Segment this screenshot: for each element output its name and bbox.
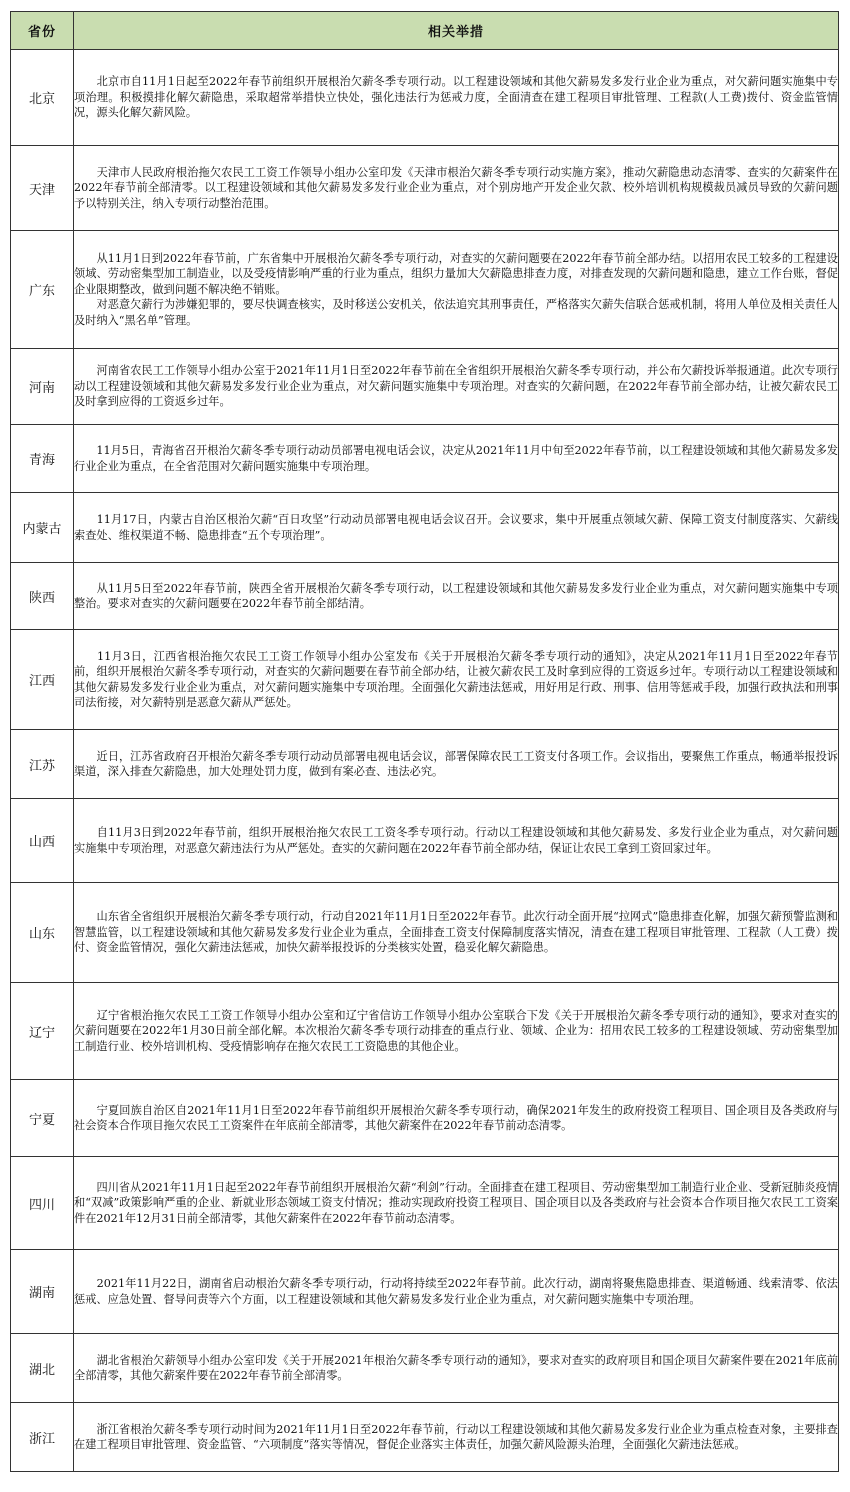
table-row — [11, 146, 839, 231]
measure-text: 2021年11月22日，湖南省启动根治欠薪冬季专项行动，行动将持续至2022年春节前。此次行动，湖南将聚焦隐患排查、渠道畅通、线索清零、依法惩戒、应急处置、督导问责等六个方面，以工程建设领域和其他欠薪易发多发行业企业为重点，对欠薪问题实施集中专项治理。 — [74, 1250, 839, 1334]
table-row — [11, 1403, 839, 1472]
measure-text: 11月5日，青海省召开根治欠薪冬季专项行动动员部署电视电话会议，决定从2021年11月中旬至2022年春节前，以工程建设领域和其他欠薪易发多发行业企业为重点，在全省范围对欠薪问题实施集中专项治理。 — [74, 425, 839, 493]
measure-text: 山东省全省组织开展根治欠薪冬季专项行动，行动自2021年11月1日至2022年春节。此次行动全面开展“拉网式”隐患排查化解，加强欠薪预警监测和智慧监管，以工程建设领域和其他欠薪易发多发行业企业为重点，全面排查工资支付保障制度落实情况，清查在建工程项目审批管理、工程款（人工费）拨付、资金监管情况，强化欠薪违法惩戒，加快欠薪举报投诉的分类核实处置，稳妥化解欠薪隐患。 — [74, 883, 839, 983]
province-cell: 广东 — [11, 231, 74, 349]
measure-text: 河南省农民工工作领导小组办公室于2021年11月1日至2022年春节前在全省组织开展根治欠薪冬季专项行动，并公布欠薪投诉举报通道。此次专项行动以工程建设领域和其他欠薪易发多发行业企业为重点，对欠薪问题实施集中专项治理。对查实的欠薪问题，在2022年春节前全部办结，让被欠薪农民工及时拿到应得的工资返乡过年。 — [74, 349, 839, 425]
province-cell: 江西 — [11, 630, 74, 730]
table-row — [11, 630, 839, 730]
province-cell: 湖南 — [11, 1250, 74, 1334]
table-row — [11, 563, 839, 630]
table-row — [11, 1334, 839, 1403]
measure-text: 宁夏回族自治区自2021年11月1日至2022年春节前组织开展根治欠薪冬季专项行动，确保2021年发生的政府投资工程项目、国企项目及各类政府与社会资本合作项目拖欠农民工工资案件在年底前全部清零，其他欠薪案件在2022年春节前动态清零。 — [74, 1080, 839, 1157]
province-column-header: 省份 — [11, 12, 74, 50]
province-cell: 山西 — [11, 799, 74, 883]
province-cell: 浙江 — [11, 1403, 74, 1472]
province-cell: 辽宁 — [11, 983, 74, 1080]
measure-text: 自11月3日到2022年春节前，组织开展根治拖欠农民工工资冬季专项行动。行动以工程建设领域和其他欠薪易发、多发行业企业为重点，对欠薪问题实施集中专项治理，对恶意欠薪违法行为从严惩处。查实的欠薪问题在2022年春节前全部办结，保证让农民工拿到工资回家过年。 — [74, 799, 839, 883]
table-row — [11, 425, 839, 493]
province-cell: 内蒙古 — [11, 493, 74, 563]
table-row — [11, 1157, 839, 1250]
province-cell: 天津 — [11, 146, 74, 231]
measure-text: 辽宁省根治拖欠农民工工资工作领导小组办公室和辽宁省信访工作领导小组办公室联合下发《关于开展根治欠薪冬季专项行动的通知》，要求对查实的欠薪问题要在2022年1月30日前全部化解。本次根治欠薪冬季专项行动排查的重点行业、领域、企业为：招用农民工较多的工程建设领域、劳动密集型加工制造行业、校外培训机构、受疫情影响存在拖欠农民工工资隐患的其他企业。 — [74, 983, 839, 1080]
table-row — [11, 493, 839, 563]
measure-text: 湖北省根治欠薪领导小组办公室印发《关于开展2021年根治欠薪冬季专项行动的通知》，要求对查实的政府项目和国企项目欠薪案件要在2021年底前全部清零，其他欠薪案件要在2022年春节前全部清零。 — [74, 1334, 839, 1403]
measure-text: 北京市自11月1日起至2022年春节前组织开展根治欠薪冬季专项行动。以工程建设领域和其他欠薪易发多发行业企业为重点，对欠薪问题实施集中专项治理。积极摸排化解欠薪隐患，采取超常举措快立快处，强化违法行为惩戒力度，全面清查在建工程项目审批管理、工程款(人工费)拨付、资金监管情况，源头化解欠薪风险。 — [74, 50, 839, 146]
province-cell: 河南 — [11, 349, 74, 425]
province-cell: 北京 — [11, 50, 74, 146]
measure-text: 浙江省根治欠薪冬季专项行动时间为2021年11月1日至2022年春节前，行动以工程建设领域和其他欠薪易发多发行业企业为重点检查对象，主要排查在建工程项目审批管理、资金监管、“六项制度”落实等情况，督促企业落实主体责任，加强欠薪风险源头治理，全面强化欠薪违法惩戒。 — [74, 1403, 839, 1472]
table-row — [11, 983, 839, 1080]
measure-text: 近日，江苏省政府召开根治欠薪冬季专项行动动员部署电视电话会议，部署保障农民工工资支付各项工作。会议指出，要聚焦工作重点，畅通举报投诉渠道，深入排查欠薪隐患，加大处理处罚力度，做到有案必查、违法必究。 — [74, 730, 839, 799]
measures-table — [10, 11, 839, 1472]
table-row — [11, 349, 839, 425]
province-cell: 陕西 — [11, 563, 74, 630]
province-cell: 青海 — [11, 425, 74, 493]
table-row — [11, 883, 839, 983]
province-cell: 江苏 — [11, 730, 74, 799]
measures-column-header: 相关举措 — [74, 12, 839, 50]
measure-text: 四川省从2021年11月1日起至2022年春节前组织开展根治欠薪“利剑”行动。全面排查在建工程项目、劳动密集型加工制造行业企业、受新冠肺炎疫情和“双减”政策影响严重的企业、新就业形态领域工资支付情况；推动实现政府投资工程项目、国企项目以及各类政府与社会资本合作项目拖欠农民工工资案件在2021年12月31日前全部清零，其他欠薪案件在2022年春节前动态清零。 — [74, 1157, 839, 1250]
table-row — [11, 1250, 839, 1334]
province-cell: 宁夏 — [11, 1080, 74, 1157]
table-header-row — [11, 12, 839, 50]
table-row — [11, 799, 839, 883]
measure-text: 11月17日，内蒙古自治区根治欠薪“百日攻坚”行动动员部署电视电话会议召开。会议要求，集中开展重点领域欠薪、保障工资支付制度落实、欠薪线索查处、维权渠道不畅、隐患排查“五个专项治理”。 — [74, 493, 839, 563]
province-cell: 湖北 — [11, 1334, 74, 1403]
measure-text: 天津市人民政府根治拖欠农民工工资工作领导小组办公室印发《天津市根治欠薪冬季专项行动实施方案》，推动欠薪隐患动态清零、查实的欠薪案件在2022年春节前全部清零。以工程建设领域和其他欠薪易发多发行业企业为重点，对个别房地产开发企业欠款、校外培训机构规模裁员减员导致的欠薪问题予以特别关注，纳入专项行动整治范围。 — [74, 146, 839, 231]
table-row — [11, 730, 839, 799]
province-cell: 四川 — [11, 1157, 74, 1250]
table-row — [11, 231, 839, 349]
measure-text: 从11月1日到2022年春节前，广东省集中开展根治欠薪冬季专项行动，对查实的欠薪问题要在2022年春节前全部办结。以招用农民工较多的工程建设领域、劳动密集型加工制造业，以及受疫情影响严重的行业为重点，组织力量加大欠薪隐患排查力度，对排查发现的欠薪问题和隐患，建立工作台账，督促企业限期整改，做到问题不解决绝不销账。 对恶意欠薪行为涉嫌犯罪的，要尽快调查核实，及时移送公安机关，依法追究其刑事责任，严格落实欠薪失信联合惩戒机制，将用人单位及相关责任人及时纳入“黑名单”管理。 — [74, 231, 839, 349]
province-cell: 山东 — [11, 883, 74, 983]
table-row — [11, 1080, 839, 1157]
table-row — [11, 50, 839, 146]
measure-text: 从11月5日至2022年春节前，陕西全省开展根治欠薪冬季专项行动，以工程建设领域和其他欠薪易发多发行业企业为重点，对欠薪问题实施集中专项整治。要求对查实的欠薪问题要在2022年春节前全部结清。 — [74, 563, 839, 630]
measure-text: 11月3日，江西省根治拖欠农民工工资工作领导小组办公室发布《关于开展根治欠薪冬季专项行动的通知》，决定从2021年11月1日至2022年春节前，组织开展根治欠薪冬季专项行动，对查实的欠薪问题要在春节前全部办结，让被欠薪农民工及时拿到应得的工资返乡过年。专项行动以工程建设领域和其他欠薪易发多发行业企业为重点，对欠薪问题实施集中专项治理。全面强化欠薪违法惩戒，用好用足行政、刑事、信用等惩戒手段，加强行政执法和刑事司法衔接，对欠薪特别是恶意欠薪从严惩处。 — [74, 630, 839, 730]
